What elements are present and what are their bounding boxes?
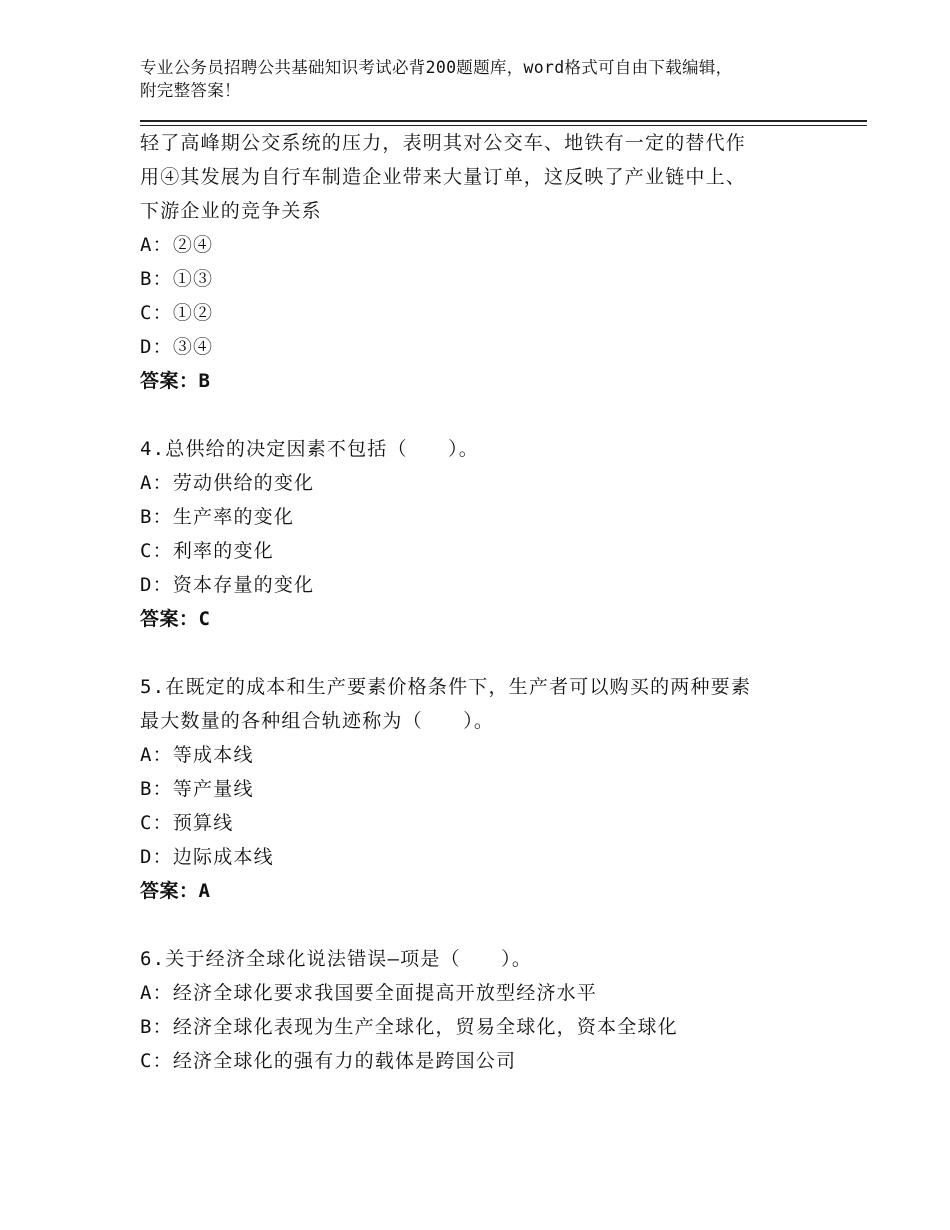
option-a: A：经济全球化要求我国要全面提高开放型经济水平 xyxy=(140,982,598,1004)
option-c: C：经济全球化的强有力的载体是跨国公司 xyxy=(140,1050,517,1072)
header-line-1: 专业公务员招聘公共基础知识考试必背200题题库，word格式可自由下载编辑， xyxy=(140,58,733,77)
question-text-line: 5.在既定的成本和生产要素价格条件下，生产者可以购买的两种要素 xyxy=(140,676,752,698)
option-a: A：等成本线 xyxy=(140,744,254,766)
question-6 xyxy=(140,942,860,1078)
spacer xyxy=(140,398,860,432)
option-a: A：②④ xyxy=(140,234,214,256)
question-5 xyxy=(140,670,860,908)
option-b: B：等产量线 xyxy=(140,778,254,800)
header-rule-thick xyxy=(140,120,867,122)
option-d: D：资本存量的变化 xyxy=(140,574,315,596)
option-c: C：①② xyxy=(140,302,214,324)
answer-label: 答案：C xyxy=(140,608,211,630)
option-b: B：经济全球化表现为生产全球化，贸易全球化，资本全球化 xyxy=(140,1016,678,1038)
question-text-line: 下游企业的竞争关系 xyxy=(140,200,322,222)
question-3 xyxy=(140,126,860,398)
question-text-line: 最大数量的各种组合轨迹称为（ ）。 xyxy=(140,710,495,732)
question-4 xyxy=(140,432,860,636)
option-d: D：边际成本线 xyxy=(140,846,274,868)
header-line-2: 附完整答案！ xyxy=(140,81,241,100)
question-content xyxy=(140,126,860,1078)
option-a: A：劳动供给的变化 xyxy=(140,472,315,494)
question-text-line: 6.关于经济全球化说法错误—项是（ ）。 xyxy=(140,948,533,970)
answer-label: 答案：B xyxy=(140,370,211,392)
option-b: B：①③ xyxy=(140,268,214,290)
document-header xyxy=(140,56,840,102)
question-text-line: 用④其发展为自行车制造企业带来大量订单，这反映了产业链中上、 xyxy=(140,166,747,188)
answer-label: 答案：A xyxy=(140,880,211,902)
option-d: D：③④ xyxy=(140,336,214,358)
question-text-line: 4.总供给的决定因素不包括（ ）。 xyxy=(140,438,479,460)
spacer xyxy=(140,908,860,942)
option-b: B：生产率的变化 xyxy=(140,506,295,528)
option-c: C：利率的变化 xyxy=(140,540,274,562)
question-text-line: 轻了高峰期公交系统的压力，表明其对公交车、地铁有一定的替代作 xyxy=(140,132,747,154)
spacer xyxy=(140,636,860,670)
option-c: C：预算线 xyxy=(140,812,234,834)
